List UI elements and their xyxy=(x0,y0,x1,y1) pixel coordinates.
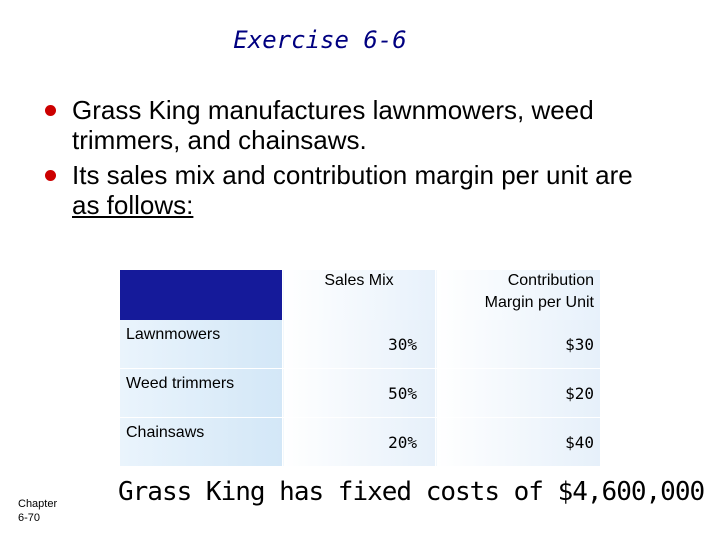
table-row xyxy=(120,320,600,369)
bullet-dot-icon xyxy=(45,105,56,116)
chapter-label xyxy=(18,497,57,525)
slide-title: Exercise 6-6 xyxy=(233,26,407,54)
product-name: Chainsaws xyxy=(120,418,283,467)
fixed-costs-note: Grass King has fixed costs of $4,600,000 xyxy=(118,477,705,507)
sales-mix-table xyxy=(120,270,600,466)
sales-mix-value: 20% xyxy=(283,418,436,467)
chapter-label-line1: Chapter xyxy=(18,498,58,510)
sales-mix-value: 50% xyxy=(283,369,436,418)
contribution-margin-value: $30 xyxy=(436,320,601,369)
contribution-margin-value: $20 xyxy=(436,369,601,418)
sales-mix-header: Sales Mix xyxy=(283,270,436,320)
product-name: Lawnmowers xyxy=(120,320,283,369)
table-row xyxy=(120,369,600,418)
bullet-text-line2: trimmers, and chainsaws. xyxy=(72,125,367,155)
bullet-text-line2: as follows: xyxy=(72,190,194,220)
sales-mix-value: 30% xyxy=(283,320,436,369)
chapter-label-line2: 6-70 xyxy=(18,512,41,524)
table-header-corner xyxy=(120,270,283,320)
bullet-text-line1: Its sales mix and contribution margin per unit are xyxy=(72,160,633,190)
bullet-item xyxy=(20,160,700,220)
table-row xyxy=(120,418,600,467)
bullet-dot-icon xyxy=(45,170,56,181)
cm-header-line1: Contribution xyxy=(507,272,594,289)
product-name: Weed trimmers xyxy=(120,369,283,418)
bullet-list xyxy=(20,95,700,225)
table-header-row xyxy=(120,270,600,320)
bullet-item xyxy=(20,95,700,155)
cm-header-line2: Margin per Unit xyxy=(484,294,594,311)
contribution-margin-value: $40 xyxy=(436,418,601,467)
contribution-margin-header xyxy=(436,270,601,320)
bullet-text-line1: Grass King manufactures lawnmowers, weed xyxy=(72,95,594,125)
